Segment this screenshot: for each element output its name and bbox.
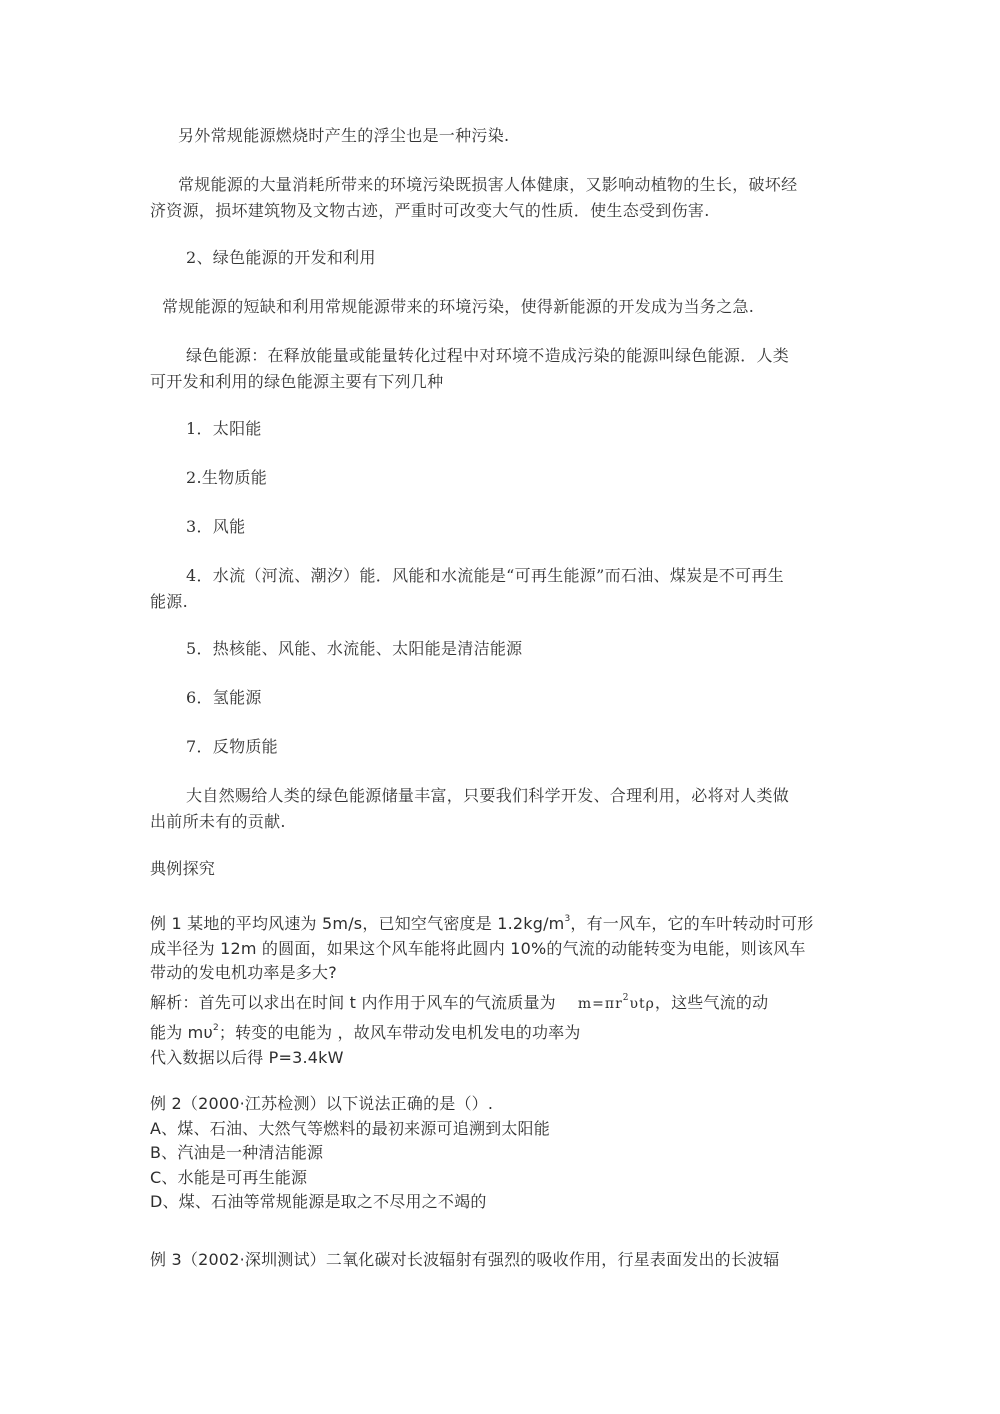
analysis-line-2 — [150, 1016, 850, 1046]
text-line: 5．热核能、风能、水流能、太阳能是清洁能源 — [186, 639, 523, 658]
text-line: 1．太阳能 — [186, 419, 262, 438]
text-line: 济资源，损坏建筑物及文物古迹，严重时可改变大气的性质．使生态受到伤害. — [150, 201, 710, 220]
text-line: 7．反物质能 — [186, 737, 278, 756]
examples-heading — [150, 856, 850, 882]
section-heading-green-energy — [150, 245, 850, 271]
list-item-biomass — [150, 465, 850, 491]
text-line: 出前所未有的贡献. — [150, 812, 286, 831]
text-line: 2、绿色能源的开发和利用 — [186, 248, 376, 267]
text-line: 6．氢能源 — [186, 688, 262, 707]
paragraph-dust-pollution — [150, 123, 850, 149]
text-segment: ，这些气流的动 — [654, 992, 769, 1012]
superscript: 2 — [212, 1023, 219, 1033]
text-line: 3．风能 — [186, 517, 246, 536]
text-line: 4．水流（河流、潮汐）能．风能和水流能是“可再生能源”而石油、煤炭是不可再生 — [186, 566, 784, 585]
mass-formula — [577, 992, 655, 1012]
example-1 — [150, 907, 850, 1070]
list-item-hydro — [150, 563, 850, 615]
formula-part: m=πr — [577, 995, 623, 1012]
list-item-antimatter — [150, 734, 850, 760]
example-1-line-2: 成半径为 12m 的圆面，如果这个风车能将此圆内 10%的气流的动能转变为电能，则该风车 — [150, 938, 806, 958]
list-item-wind — [150, 514, 850, 540]
text-segment: ，有一风车，它的车叶转动时可形 — [570, 914, 814, 933]
option-b: B、汽油是一种清洁能源 — [150, 1143, 324, 1162]
paragraph-energy-urgency — [150, 294, 850, 320]
example-2 — [150, 1092, 850, 1215]
text-line: 可开发和利用的绿色能源主要有下列几种 — [150, 372, 444, 391]
text-line: 大自然赐给人类的绿色能源储量丰富，只要我们科学开发、合理利用，必将对人类做 — [186, 786, 790, 805]
option-d: D、煤、石油等常规能源是取之不尽用之不竭的 — [150, 1192, 487, 1211]
paragraph-pollution-effects — [150, 172, 850, 224]
paragraph-green-energy-definition — [150, 343, 850, 395]
example-1-line-3: 带动的发电机功率是多大? — [150, 963, 337, 982]
option-c: C、水能是可再生能源 — [150, 1167, 308, 1187]
text-line: 另外常规能源燃烧时产生的浮尘也是一种污染. — [178, 126, 510, 145]
option-a: A、煤、石油、大然气等燃料的最初来源可追溯到太阳能 — [150, 1118, 550, 1138]
text-line: 2.生物质能 — [186, 468, 268, 487]
text-line: 常规能源的短缺和利用常规能源带来的环境污染，使得新能源的开发成为当务之急. — [162, 297, 755, 316]
example-3 — [150, 1248, 850, 1273]
formula-part: υtρ — [629, 995, 655, 1012]
paragraph-closing — [150, 783, 850, 835]
text-segment: 解析：首先可以求出在时间 t 内作用于风车的气流质量为 — [150, 992, 556, 1012]
analysis-line-3: 代入数据以后得 P=3.4kW — [150, 1047, 344, 1067]
text-segment: ；转变的电能为 ，故风车带动发电机发电的功率为 — [218, 1023, 581, 1042]
list-item-hydrogen — [150, 685, 850, 711]
text-segment: 例 1 某地的平均风速为 5m/s，已知空气密度是 1.2kg/m — [150, 914, 565, 933]
text-segment: 能为 mυ — [150, 1023, 213, 1042]
list-item-clean-energy — [150, 636, 850, 662]
superscript: 3 — [564, 914, 571, 924]
text-line: 常规能源的大量消耗所带来的环境污染既损害人体健康，又影响动植物的生长，破坏经 — [178, 175, 798, 194]
text-line: 能源. — [150, 592, 188, 611]
example-2-question: 例 2（2000·江苏检测）以下说法正确的是（）. — [150, 1094, 494, 1113]
text-line: 绿色能源：在释放能量或能量转化过程中对环境不造成污染的能源叫绿色能源．人类 — [186, 346, 790, 365]
superscript: 2 — [622, 992, 630, 1003]
list-item-solar — [150, 416, 850, 442]
example-3-question: 例 3（2002·深圳测试）二氧化碳对长波辐射有强烈的吸收作用，行星表面发出的长波辐 — [150, 1250, 780, 1269]
analysis-line-1 — [150, 986, 850, 1017]
example-1-line-1 — [150, 907, 850, 937]
text-line: 典例探究 — [150, 859, 216, 878]
